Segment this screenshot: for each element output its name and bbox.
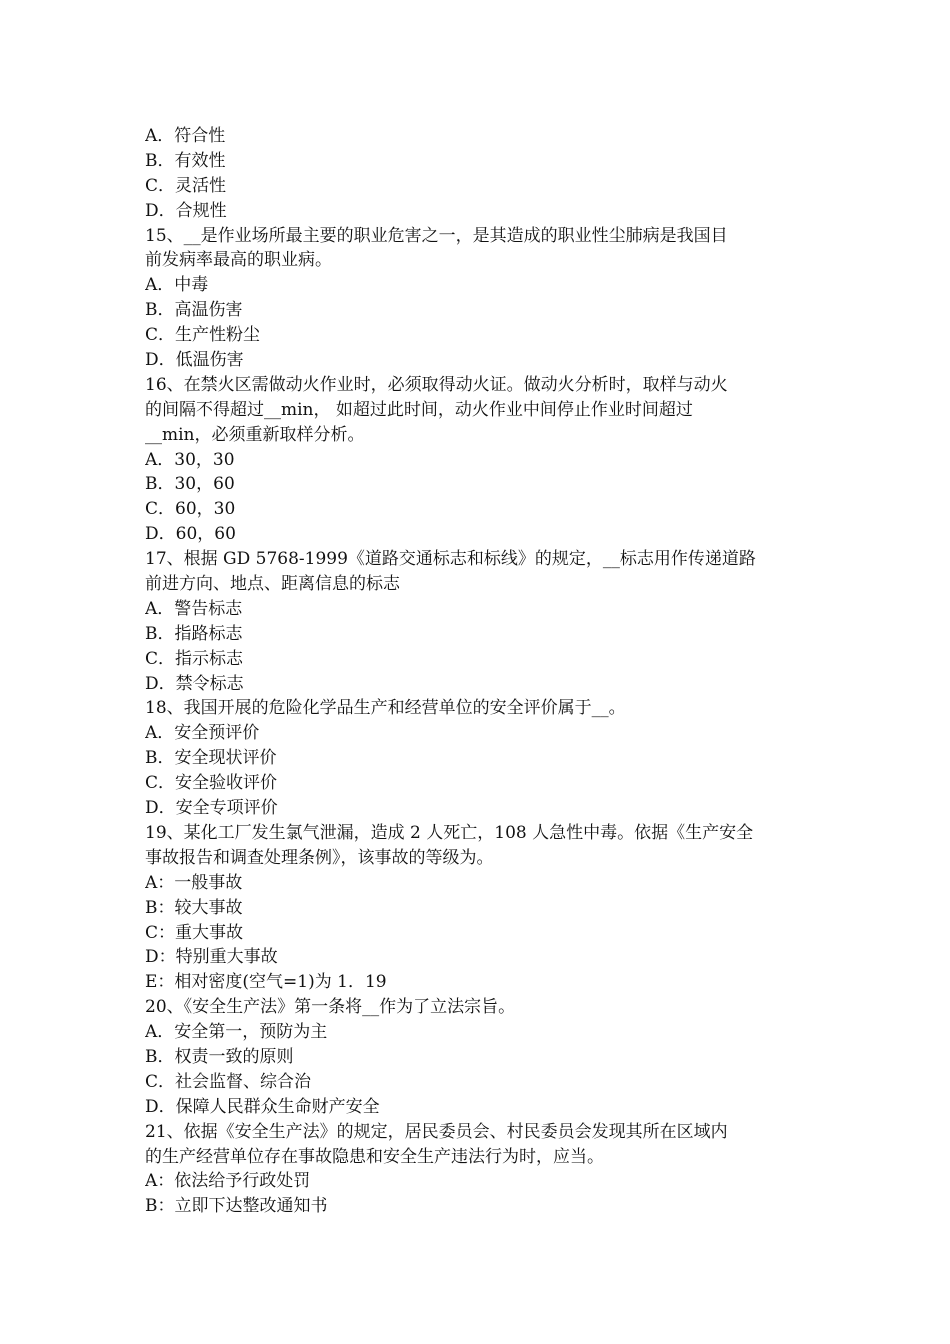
- question-19: 19、某化工厂发生氯气泄漏，造成 2 人死亡，108 人急性中毒。依据《生产安全: [145, 822, 754, 843]
- option-line: B．安全现状评价: [145, 748, 277, 769]
- option-line: B：立即下达整改通知书: [145, 1196, 328, 1217]
- option-line: A：依法给予行政处罚: [145, 1171, 311, 1192]
- option-line: C．安全验收评价: [145, 773, 278, 794]
- option-line: A：一般事故: [145, 872, 243, 893]
- option-line: A．30，30: [145, 449, 235, 470]
- option-line: E：相对密度(空气=1)为 1．19: [145, 972, 387, 993]
- option-line: B．高温伤害: [145, 300, 243, 321]
- option-line: B．权责一致的原则: [145, 1046, 294, 1067]
- option-line: A．安全预评价: [145, 723, 260, 744]
- question-19-cont: 事故报告和调查处理条例》，该事故的等级为。: [145, 847, 494, 868]
- question-17-cont: 前进方向、地点、距离信息的标志: [145, 574, 400, 595]
- option-line: B．指路标志: [145, 623, 243, 644]
- option-line: B．有效性: [145, 150, 226, 171]
- question-21-cont: 的生产经营单位存在事故隐患和安全生产违法行为时，应当。: [145, 1146, 604, 1167]
- option-line: C．指示标志: [145, 648, 244, 669]
- option-line: A．中毒: [145, 275, 209, 296]
- option-line: D．安全专项评价: [145, 798, 278, 819]
- question-16: 16、在禁火区需做动火作业时，必须取得动火证。做动火分析时，取样与动火: [145, 374, 728, 395]
- option-line: D．合规性: [145, 200, 227, 221]
- option-line: B．30，60: [145, 474, 235, 495]
- option-line: D：特别重大事故: [145, 947, 278, 968]
- option-line: C．60，30: [145, 499, 236, 520]
- question-15: 15、__是作业场所最主要的职业危害之一，是其造成的职业性尘肺病是我国目: [145, 225, 728, 246]
- option-line: B：较大事故: [145, 897, 243, 918]
- option-line: D．60，60: [145, 524, 236, 545]
- question-16-cont: __min，必须重新取样分析。: [145, 424, 365, 445]
- option-line: C．生产性粉尘: [145, 325, 261, 346]
- option-line: C：重大事故: [145, 922, 244, 943]
- question-20: 20、《安全生产法》第一条将__作为了立法宗旨。: [145, 997, 516, 1018]
- question-17: 17、根据 GD 5768-1999《道路交通标志和标线》的规定，__标志用作传递道路: [145, 549, 756, 570]
- option-line: C．灵活性: [145, 175, 227, 196]
- option-line: D．保障人民群众生命财产安全: [145, 1096, 380, 1117]
- question-21: 21、依据《安全生产法》的规定，居民委员会、村民委员会发现其所在区域内: [145, 1121, 728, 1142]
- document-body: [145, 124, 810, 1219]
- option-line: A．符合性: [145, 126, 226, 146]
- question-16-cont: 的间隔不得超过__min， 如超过此时间，动火作业中间停止作业时间超过: [145, 399, 693, 420]
- option-line: A．警告标志: [145, 598, 243, 619]
- option-line: D．禁令标志: [145, 673, 244, 694]
- option-line: D．低温伤害: [145, 350, 244, 371]
- option-line: A．安全第一，预防为主: [145, 1022, 328, 1043]
- option-line: C．社会监督、综合治: [145, 1071, 312, 1092]
- question-15-cont: 前发病率最高的职业病。: [145, 250, 332, 271]
- question-18: 18、我国开展的危险化学品生产和经营单位的安全评价属于__。: [145, 698, 626, 719]
